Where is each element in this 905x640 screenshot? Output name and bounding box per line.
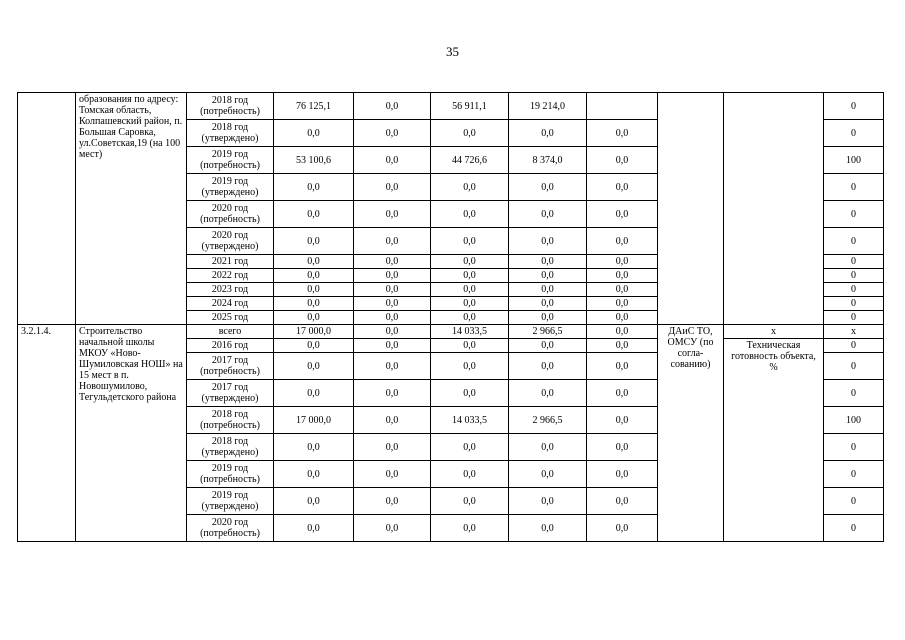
local-cell: 0,0 — [509, 201, 587, 228]
item-name: Строительство начальной школы МКОУ «Ново-Шумиловская НОШ» на 15 мест в п. Новошумилово, Тегульдетского района — [76, 325, 187, 542]
total-cell: 0,0 — [274, 283, 354, 297]
regional-cell: 56 911,1 — [431, 93, 509, 120]
local-cell: 0,0 — [509, 269, 587, 283]
local-cell: 0,0 — [509, 297, 587, 311]
executor-cell — [658, 93, 724, 325]
other-cell — [587, 93, 658, 120]
target-value-cell: 0 — [824, 228, 884, 255]
other-cell: 0,0 — [587, 201, 658, 228]
other-cell: 0,0 — [587, 461, 658, 488]
indicator-cell: Техническая готовность объекта, % — [724, 339, 824, 542]
total-cell: 0,0 — [274, 269, 354, 283]
regional-cell: 0,0 — [431, 228, 509, 255]
total-cell: 0,0 — [274, 339, 354, 353]
target-value-cell: 0 — [824, 283, 884, 297]
other-cell: 0,0 — [587, 434, 658, 461]
total-cell: 76 125,1 — [274, 93, 354, 120]
federal-cell: 0,0 — [354, 201, 431, 228]
page-number: 35 — [446, 44, 459, 59]
other-cell: 0,0 — [587, 515, 658, 542]
local-cell: 0,0 — [509, 339, 587, 353]
federal-cell: 0,0 — [354, 434, 431, 461]
other-cell: 0,0 — [587, 120, 658, 147]
federal-cell: 0,0 — [354, 255, 431, 269]
regional-cell: 0,0 — [431, 339, 509, 353]
period-cell: 2020 год (потребность) — [187, 515, 274, 542]
total-cell: 0,0 — [274, 228, 354, 255]
other-cell: 0,0 — [587, 488, 658, 515]
regional-cell: 0,0 — [431, 515, 509, 542]
target-value-cell: 0 — [824, 515, 884, 542]
total-cell: 0,0 — [274, 297, 354, 311]
other-cell: 0,0 — [587, 325, 658, 339]
target-value-cell: 0 — [824, 201, 884, 228]
target-value-cell: 0 — [824, 93, 884, 120]
local-cell: 2 966,5 — [509, 407, 587, 434]
target-value-cell: 0 — [824, 255, 884, 269]
regional-cell: 44 726,6 — [431, 147, 509, 174]
local-cell: 0,0 — [509, 488, 587, 515]
target-value-cell: 0 — [824, 353, 884, 380]
target-value-cell: 0 — [824, 488, 884, 515]
other-cell: 0,0 — [587, 228, 658, 255]
total-cell: 0,0 — [274, 311, 354, 325]
regional-cell: 14 033,5 — [431, 325, 509, 339]
period-cell: 2024 год — [187, 297, 274, 311]
federal-cell: 0,0 — [354, 515, 431, 542]
other-cell: 0,0 — [587, 353, 658, 380]
regional-cell: 0,0 — [431, 269, 509, 283]
federal-cell: 0,0 — [354, 269, 431, 283]
total-cell: 0,0 — [274, 461, 354, 488]
period-cell: 2021 год — [187, 255, 274, 269]
total-cell: 0,0 — [274, 380, 354, 407]
regional-cell: 0,0 — [431, 434, 509, 461]
other-cell: 0,0 — [587, 380, 658, 407]
item-code: 3.2.1.4. — [18, 325, 76, 542]
local-cell: 0,0 — [509, 461, 587, 488]
period-cell: 2019 год (утверждено) — [187, 488, 274, 515]
local-cell: 8 374,0 — [509, 147, 587, 174]
target-value-cell: 0 — [824, 339, 884, 353]
target-value-cell: 0 — [824, 269, 884, 283]
federal-cell: 0,0 — [354, 461, 431, 488]
target-value-cell: 0 — [824, 120, 884, 147]
period-cell: 2023 год — [187, 283, 274, 297]
total-cell: 0,0 — [274, 201, 354, 228]
other-cell: 0,0 — [587, 339, 658, 353]
total-cell: 0,0 — [274, 434, 354, 461]
target-value-cell: 0 — [824, 434, 884, 461]
period-cell: 2019 год (потребность) — [187, 147, 274, 174]
federal-cell: 0,0 — [354, 297, 431, 311]
total-cell: 53 100,6 — [274, 147, 354, 174]
local-cell: 0,0 — [509, 434, 587, 461]
table-row — [18, 325, 884, 339]
table-row — [18, 93, 884, 120]
period-cell: 2025 год — [187, 311, 274, 325]
regional-cell: 0,0 — [431, 297, 509, 311]
federal-cell: 0,0 — [354, 353, 431, 380]
period-cell: 2020 год (потребность) — [187, 201, 274, 228]
federal-cell: 0,0 — [354, 380, 431, 407]
federal-cell: 0,0 — [354, 120, 431, 147]
regional-cell: 0,0 — [431, 461, 509, 488]
federal-cell: 0,0 — [354, 93, 431, 120]
local-cell: 0,0 — [509, 283, 587, 297]
target-value-cell: 0 — [824, 297, 884, 311]
period-cell: 2018 год (утверждено) — [187, 434, 274, 461]
local-cell: 0,0 — [509, 515, 587, 542]
regional-cell: 0,0 — [431, 353, 509, 380]
local-cell: 0,0 — [509, 120, 587, 147]
other-cell: 0,0 — [587, 255, 658, 269]
executor-cell: ДАиС ТО, ОМСУ (по согла-сованию) — [658, 325, 724, 542]
local-cell: 19 214,0 — [509, 93, 587, 120]
target-value-cell: 0 — [824, 461, 884, 488]
period-cell: 2018 год (утверждено) — [187, 120, 274, 147]
item-name: образования по адресу: Томская область, Колпашевский район, п. Большая Саровка, ул.Советская,19 (на 100 мест) — [76, 93, 187, 325]
period-cell: 2018 год (потребность) — [187, 93, 274, 120]
indicator-x-cell: x — [724, 325, 824, 339]
regional-cell: 0,0 — [431, 255, 509, 269]
target-value-cell: 0 — [824, 174, 884, 201]
federal-cell: 0,0 — [354, 325, 431, 339]
local-cell: 0,0 — [509, 228, 587, 255]
target-value-cell: 0 — [824, 380, 884, 407]
other-cell: 0,0 — [587, 147, 658, 174]
local-cell: 0,0 — [509, 255, 587, 269]
regional-cell: 0,0 — [431, 311, 509, 325]
local-cell: 2 966,5 — [509, 325, 587, 339]
regional-cell: 0,0 — [431, 174, 509, 201]
target-value-cell: x — [824, 325, 884, 339]
other-cell: 0,0 — [587, 269, 658, 283]
total-cell: 0,0 — [274, 353, 354, 380]
total-cell: 0,0 — [274, 515, 354, 542]
regional-cell: 0,0 — [431, 283, 509, 297]
target-value-cell: 100 — [824, 147, 884, 174]
total-cell: 0,0 — [274, 488, 354, 515]
period-cell: 2020 год (утверждено) — [187, 228, 274, 255]
regional-cell: 0,0 — [431, 201, 509, 228]
program-table — [17, 92, 884, 542]
period-cell: 2019 год (утверждено) — [187, 174, 274, 201]
total-cell: 17 000,0 — [274, 325, 354, 339]
period-cell: 2017 год (утверждено) — [187, 380, 274, 407]
federal-cell: 0,0 — [354, 174, 431, 201]
other-cell: 0,0 — [587, 297, 658, 311]
target-value-cell: 0 — [824, 311, 884, 325]
target-value-cell: 100 — [824, 407, 884, 434]
federal-cell: 0,0 — [354, 228, 431, 255]
local-cell: 0,0 — [509, 380, 587, 407]
regional-cell: 0,0 — [431, 380, 509, 407]
total-cell: 0,0 — [274, 174, 354, 201]
total-cell: 17 000,0 — [274, 407, 354, 434]
indicator-cell — [724, 93, 824, 325]
other-cell: 0,0 — [587, 311, 658, 325]
local-cell: 0,0 — [509, 174, 587, 201]
other-cell: 0,0 — [587, 174, 658, 201]
total-cell: 0,0 — [274, 255, 354, 269]
regional-cell: 0,0 — [431, 488, 509, 515]
period-cell: 2018 год (потребность) — [187, 407, 274, 434]
federal-cell: 0,0 — [354, 488, 431, 515]
period-cell: 2016 год — [187, 339, 274, 353]
local-cell: 0,0 — [509, 311, 587, 325]
federal-cell: 0,0 — [354, 311, 431, 325]
other-cell: 0,0 — [587, 283, 658, 297]
period-cell: всего — [187, 325, 274, 339]
other-cell: 0,0 — [587, 407, 658, 434]
regional-cell: 14 033,5 — [431, 407, 509, 434]
federal-cell: 0,0 — [354, 147, 431, 174]
regional-cell: 0,0 — [431, 120, 509, 147]
federal-cell: 0,0 — [354, 339, 431, 353]
item-code — [18, 93, 76, 325]
total-cell: 0,0 — [274, 120, 354, 147]
period-cell: 2017 год (потребность) — [187, 353, 274, 380]
period-cell: 2019 год (потребность) — [187, 461, 274, 488]
federal-cell: 0,0 — [354, 283, 431, 297]
local-cell: 0,0 — [509, 353, 587, 380]
period-cell: 2022 год — [187, 269, 274, 283]
federal-cell: 0,0 — [354, 407, 431, 434]
